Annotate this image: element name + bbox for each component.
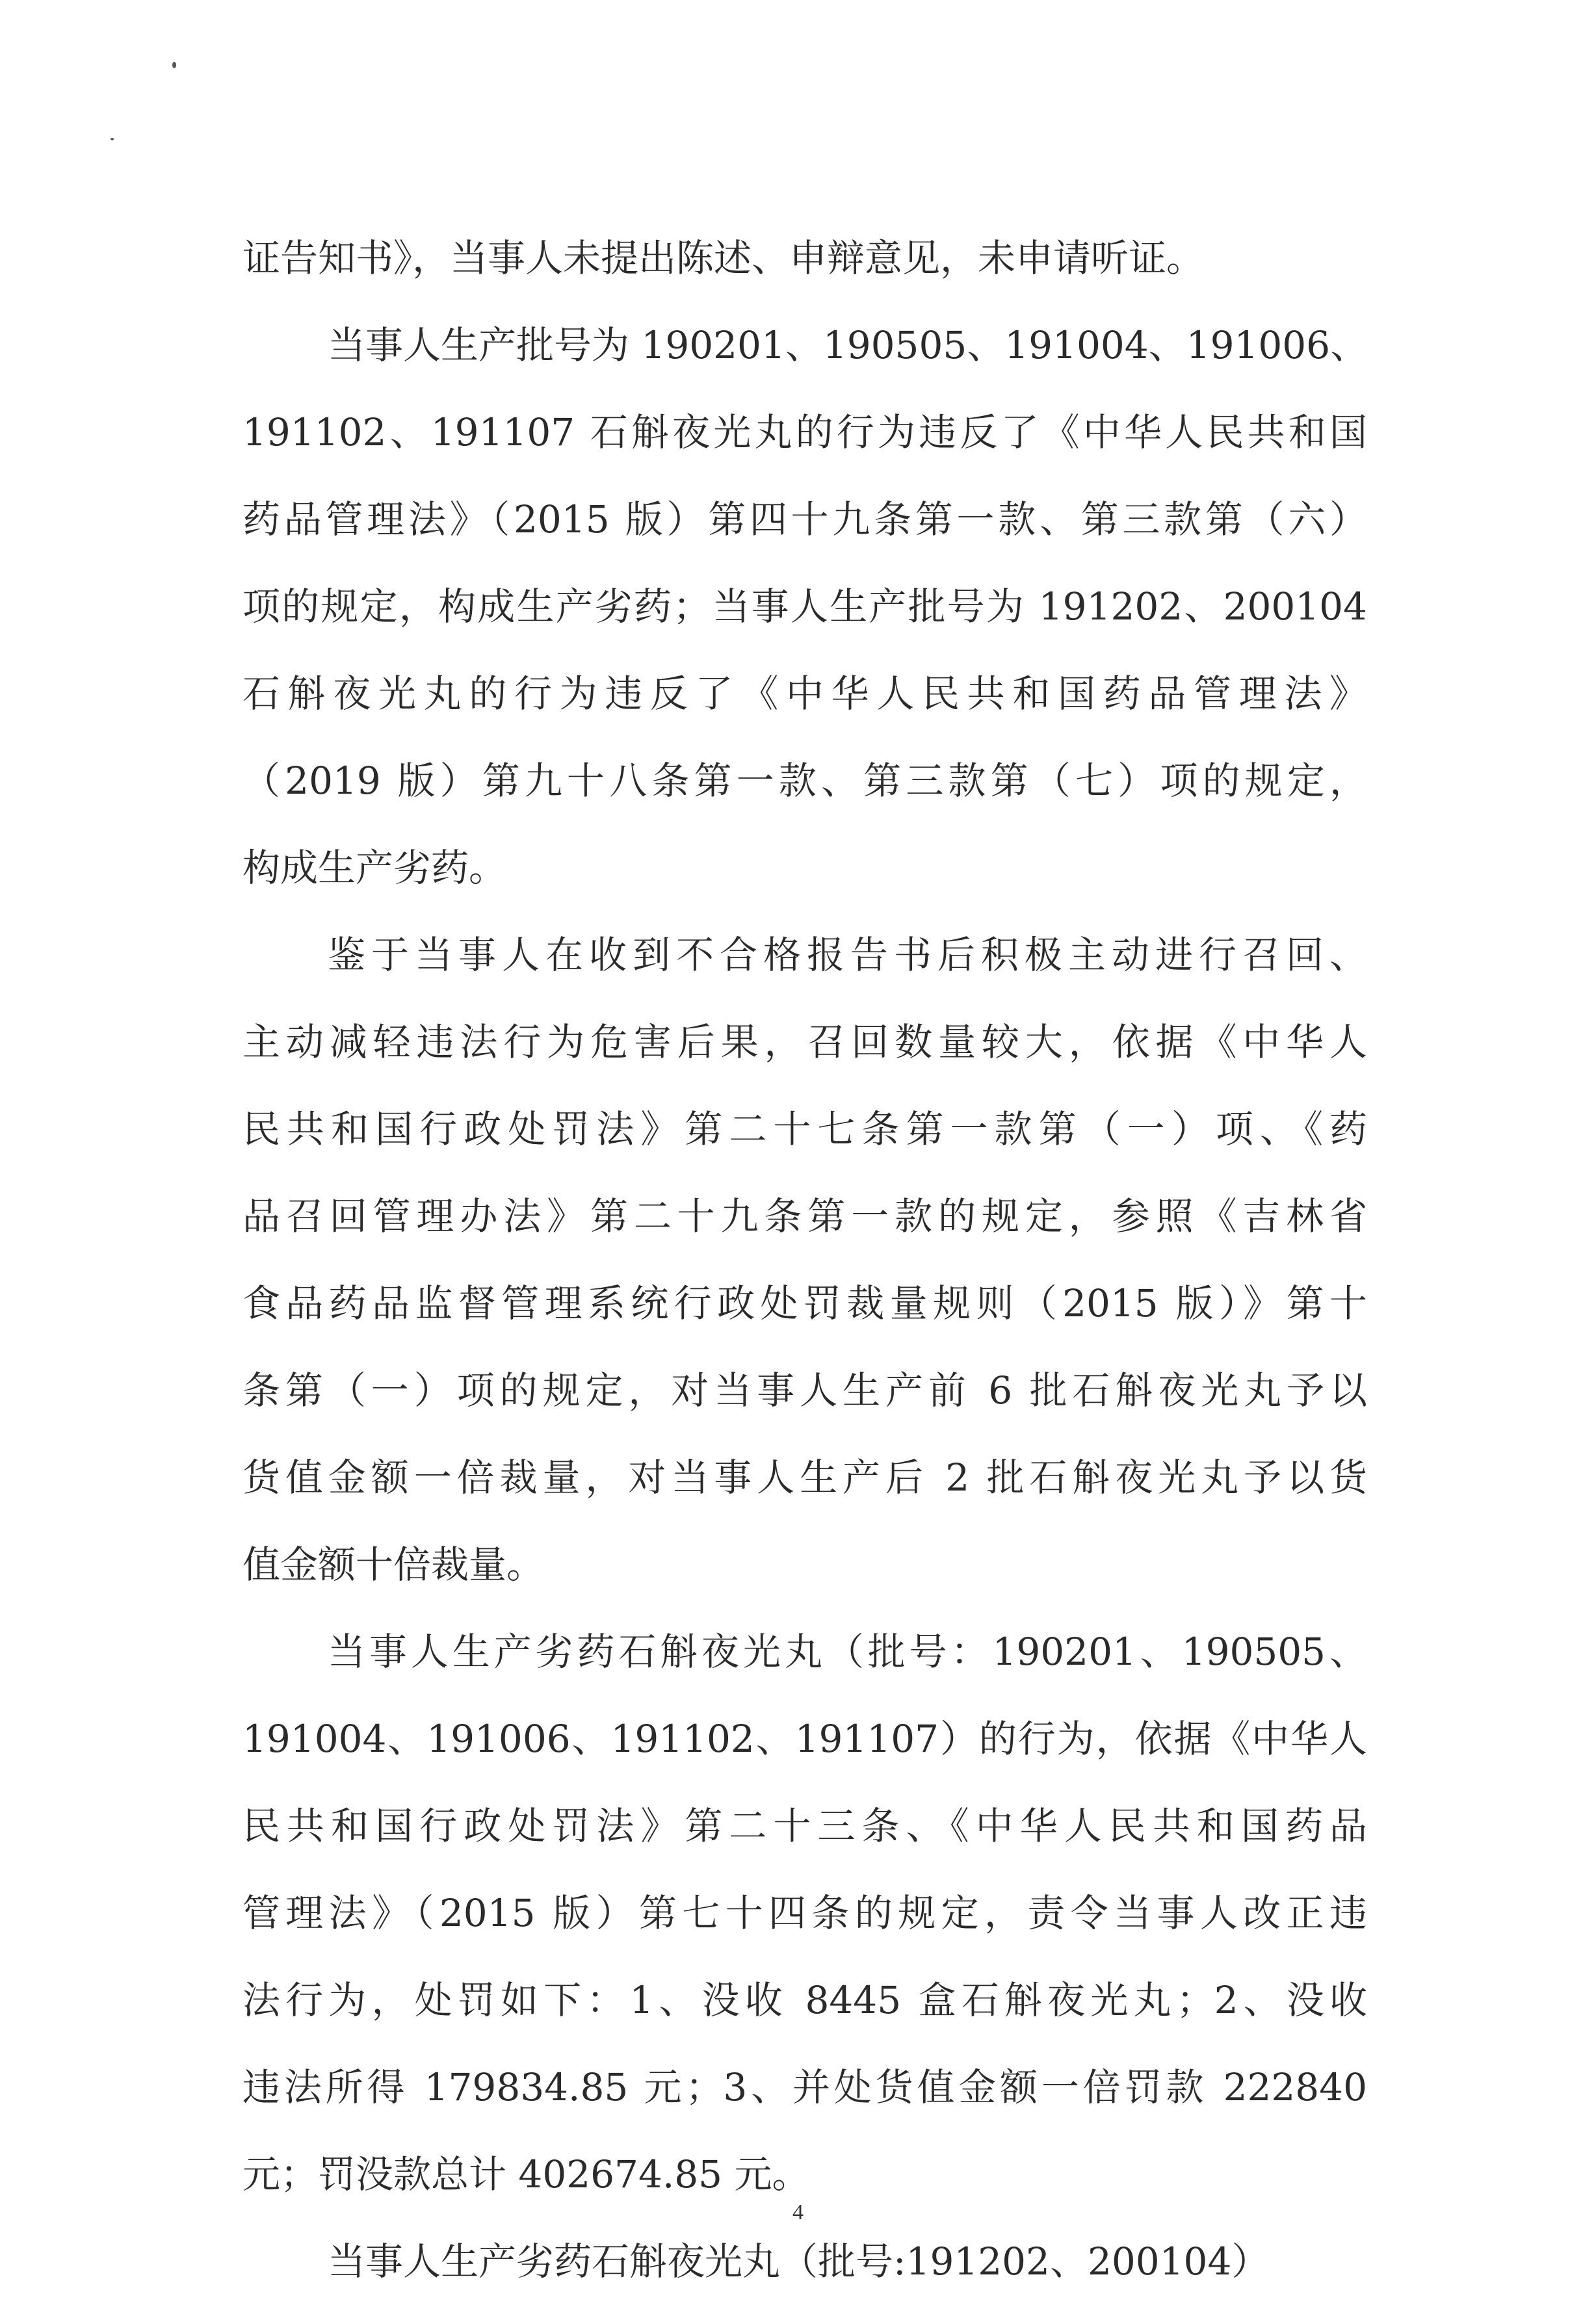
scan-speck — [172, 62, 176, 68]
text-line: 当事人生产劣药石斛夜光丸（批号:191202、200104） — [328, 2239, 1270, 2284]
text-line: 法行为，处罚如下：1、没收 8445 盒石斛夜光丸；2、没收 — [242, 1978, 1367, 2022]
text-line: 条第（一）项的规定，对当事人生产前 6 批石斛夜光丸予以 — [242, 1368, 1367, 1413]
text-line: 民共和国行政处罚法》第二十三条、《中华人民共和国药品 — [242, 1804, 1367, 1848]
text-line: 鉴于当事人在收到不合格报告书后积极主动进行召回、 — [328, 933, 1367, 977]
text-line: 食品药品监督管理系统行政处罚裁量规则（2015 版）》第十 — [242, 1281, 1367, 1325]
text-line: 191102、191107 石斛夜光丸的行为违反了《中华人民共和国 — [242, 410, 1367, 454]
text-line: 管理法》（2015 版）第七十四条的规定，责令当事人改正违 — [242, 1891, 1367, 1935]
text-line: 191004、191006、191102、191107）的行为，依据《中华人 — [242, 1717, 1367, 1761]
text-line: 当事人生产批号为 190201、190505、191004、191006、 — [328, 323, 1368, 367]
text-line: 主动减轻违法行为危害后果，召回数量较大，依据《中华人 — [242, 1020, 1367, 1064]
text-line: 构成生产劣药。 — [242, 846, 507, 890]
text-line: 药品管理法》（2015 版）第四十九条第一款、第三款第（六） — [242, 497, 1367, 541]
text-line: 货值金额一倍裁量，对当事人生产后 2 批石斛夜光丸予以货 — [242, 1455, 1367, 1500]
text-line: 证告知书》，当事人未提出陈述、申辩意见，未申请听证。 — [242, 236, 1205, 280]
text-line: （2019 版）第九十八条第一款、第三款第（七）项的规定， — [242, 759, 1367, 803]
text-line: 值金额十倍裁量。 — [242, 1543, 545, 1587]
page-number: 4 — [792, 2200, 804, 2224]
text-line: 民共和国行政处罚法》第二十七条第一款第（一）项、《药 — [242, 1107, 1367, 1151]
scan-speck — [111, 138, 114, 140]
text-line: 元；罚没款总计 402674.85 元。 — [242, 2152, 810, 2196]
text-line: 品召回管理办法》第二十九条第一款的规定，参照《吉林省 — [242, 1194, 1367, 1238]
text-line: 石斛夜光丸的行为违反了《中华人民共和国药品管理法》 — [242, 671, 1367, 716]
text-line: 项的规定，构成生产劣药；当事人生产批号为 191202、200104 — [242, 584, 1367, 629]
text-line: 当事人生产劣药石斛夜光丸（批号：190201、190505、 — [328, 1630, 1367, 1674]
body-text — [242, 215, 1367, 2305]
text-line: 违法所得 179834.85 元；3、并处货值金额一倍罚款 222840 — [242, 2065, 1367, 2109]
